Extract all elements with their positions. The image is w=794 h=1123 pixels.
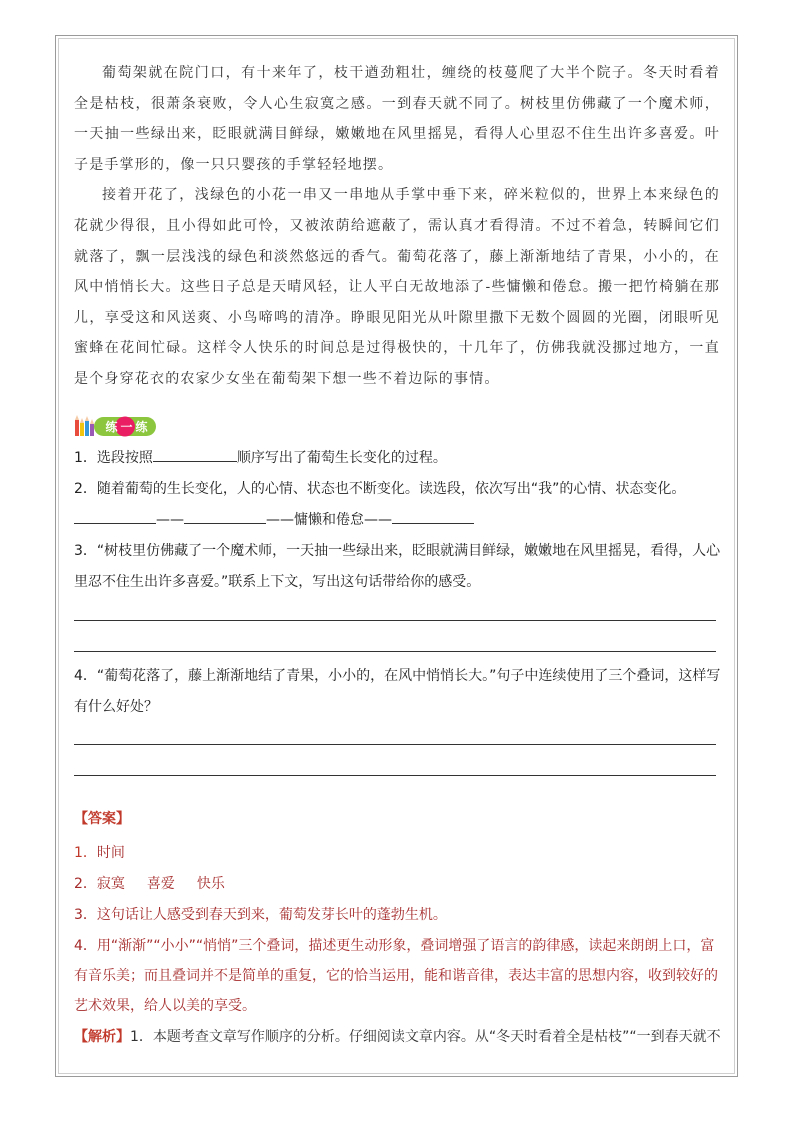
answer-heading: 【答案】	[74, 811, 130, 827]
question-2: 2．随着葡萄的生长变化，人的心情、状态也不断变化。读选段，依次写出“我”的心情、状态变化。	[74, 481, 686, 497]
answer-2-item: 寂寞	[96, 876, 125, 892]
chain-dash-2: ——	[266, 512, 294, 528]
answer-line-q4-1[interactable]	[74, 744, 716, 745]
practice-badge	[74, 414, 158, 438]
question-4: 4．“葡萄花落了，藤上渐渐地结了青果，小小的，在风中悄悄长大。”句子中连续使用了三个叠词，这样写有什么好处？	[74, 668, 721, 715]
answer-1	[74, 838, 722, 868]
answer-1-text: 时间	[96, 845, 125, 861]
answer-line-q3-2[interactable]	[74, 651, 716, 652]
question-3: 3．“树枝里仿佛藏了一个魔术师，一天抽一些绿出来，眨眼就满目鲜绿，嫩嫩地在风里摇晃，看得，人心里忍不住生出许多喜爱。”联系上下文，写出这句话带给你的感受。	[74, 543, 721, 590]
explanation	[74, 1026, 734, 1046]
chain-dash-3: ——	[364, 512, 392, 528]
answer-2-number: 2．	[74, 876, 97, 892]
reading-passage	[74, 58, 720, 395]
mood-blank-3[interactable]	[392, 507, 474, 524]
answer-line-q3-1[interactable]	[74, 620, 716, 621]
passage-paragraph-2: 接着开花了，浅绿色的小花一串又一串地从手掌中垂下来，碎米粒似的，世界上本来绿色的花就少得很，且小得如此可怜，又被浓荫给遮蔽了，需认真才看得清。不过不着急，转瞬间它们就落了，飘一层浅浅的绿色和淡然悠远的香气。葡萄花落了，藤上渐渐地结了青果，小小的，在风中悄悄长大。这些日子总是天晴风轻，让人平白无故地添了-些慵懒和倦怠。搬一把竹椅躺在那儿，享受这和风送爽、小鸟啼鸣的清净。睁眼见阳光从叶隙里撒下无数个圆圆的光圈，闭眼听见蜜蜂在花间忙碌。这样令人快乐的时间总是过得极快的，十几年了，仿佛我就没挪过地方，一直是个身穿花衣的农家少女坐在葡萄架下想一些不着边际的事情。	[74, 187, 720, 387]
practice-badge-label: 练一练	[105, 420, 151, 434]
explanation-text: 1．本题考查文章写作顺序的分析。仔细阅读文章内容。从“冬天时看着全是枯枝”“一到春天就不	[130, 1029, 721, 1045]
answer-3: 3．这句话让人感受到春天到来，葡萄发芽长叶的蓬勃生机。	[74, 907, 447, 923]
passage-paragraph-1: 葡萄架就在院门口，有十来年了，枝干遒劲粗壮，缠绕的枝蔓爬了大半个院子。冬天时看着全是枯枝，很萧条衰败，令人心生寂寞之感。一到春天就不同了。树枝里仿佛藏了一个魔术师，一天抽一些绿出来，眨眼就满目鲜绿，嫩嫩地在风里摇晃，看得人心里忍不住生出许多喜爱。叶子是手掌形的，像一只只婴孩的手掌轻轻地摆。	[74, 65, 720, 173]
answer-2	[74, 869, 722, 899]
answer-2-item: 喜爱	[146, 876, 175, 892]
mood-given: 慵懒和倦怠	[294, 512, 364, 528]
chain-dash-1: ——	[156, 512, 184, 528]
question-1-blank[interactable]	[153, 445, 237, 462]
mood-blank-1[interactable]	[74, 507, 156, 524]
answer-line-q4-2[interactable]	[74, 775, 716, 776]
question-1-prefix: 1．选段按照	[74, 450, 153, 466]
explanation-tag: 【解析】	[74, 1029, 130, 1045]
question-1	[74, 443, 722, 474]
question-1-suffix: 顺序写出了葡萄生长变化的过程。	[236, 450, 447, 466]
answer-4: 4．用“渐渐”“小小”“悄悄”三个叠词，描述更生动形象，叠词增强了语言的韵律感，读起来朗朗上口，富有音乐美；而且叠词并不是简单的重复，它的恰当运用，能和谐音律，表达丰富的思想内容，收到较好的艺术效果，给人以美的享受。	[74, 938, 718, 1014]
mood-blank-2[interactable]	[184, 507, 266, 524]
answer-1-number: 1．	[74, 845, 97, 861]
question-2-chain	[74, 505, 722, 536]
answer-2-item: 快乐	[196, 876, 225, 892]
